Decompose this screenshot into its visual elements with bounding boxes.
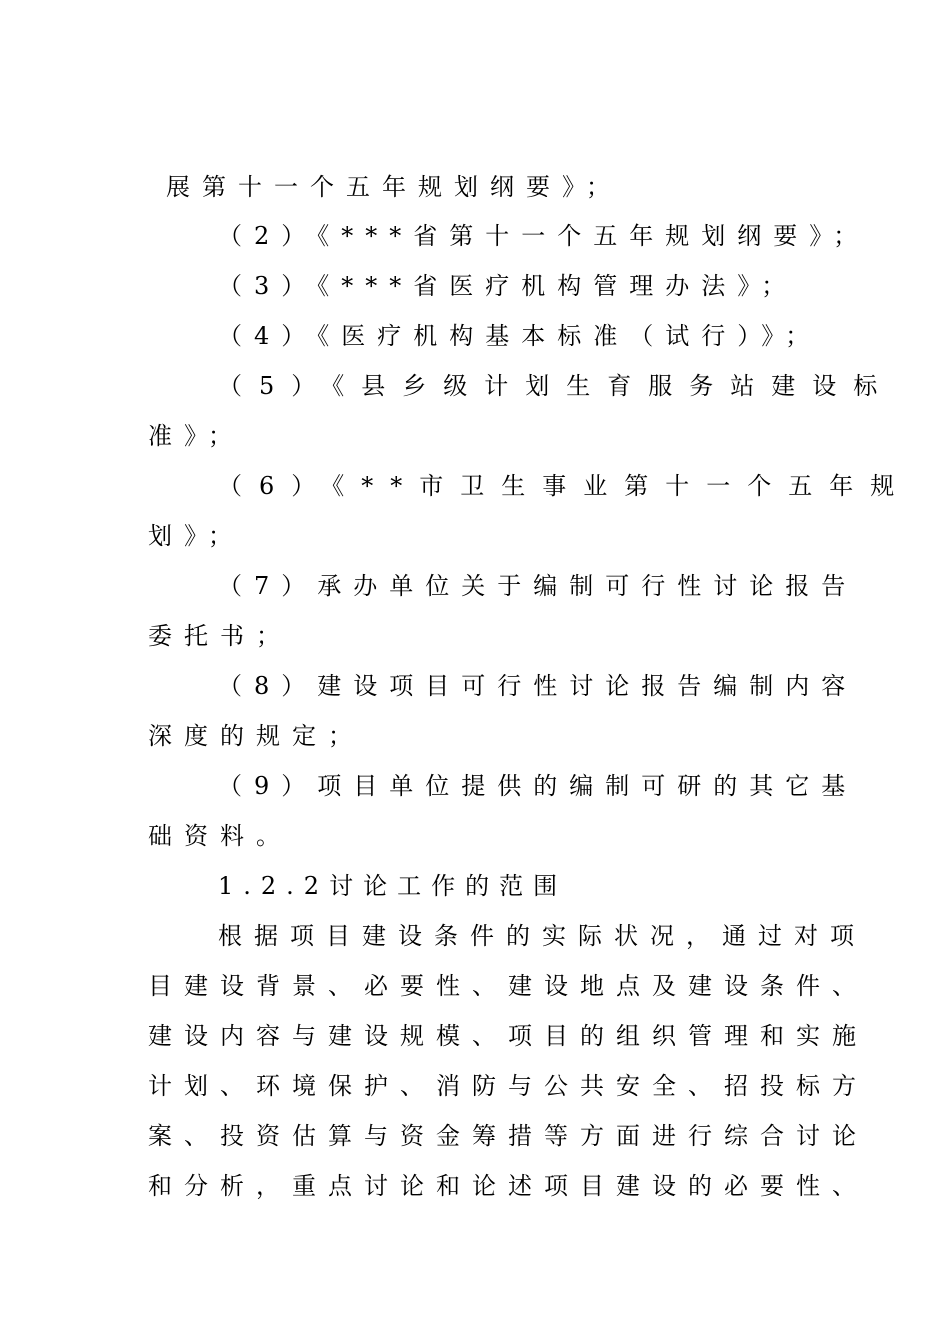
text-line: （3）《***省医疗机构管理办法》； (218, 272, 798, 300)
text-line: 划》； (148, 522, 244, 550)
text-line: （9）项目单位提供的编制可研的其它基 (218, 772, 858, 800)
text-line: 展第十一个五年规划纲要》； (166, 173, 622, 201)
text-line: （8）建设项目可行性讨论报告编制内容 (218, 672, 858, 700)
text-line: 委托书； (148, 622, 292, 650)
text-line: （2）《***省第十一个五年规划纲要》； (218, 222, 870, 250)
text-line: 深度的规定； (148, 722, 364, 750)
text-line: （4）《医疗机构基本标准（试行）》； (218, 322, 822, 350)
text-line: （7）承办单位关于编制可行性讨论报告 (218, 572, 858, 600)
text-line: （5）《县乡级计划生育服务站建设标 (218, 372, 895, 400)
text-line: 案、投资估算与资金筹措等方面进行综合讨论 (148, 1122, 868, 1150)
text-line: 建设内容与建设规模、项目的组织管理和实施 (148, 1022, 868, 1050)
text-line: （6）《**市卫生事业第十一个五年规 (218, 472, 912, 500)
section-heading: 1.2.2讨论工作的范围 (218, 872, 568, 900)
text-line: 计划、环境保护、消防与公共安全、招投标方 (148, 1072, 868, 1100)
text-line: 准》； (148, 422, 244, 450)
text-line: 根据项目建设条件的实际状况，通过对项 (218, 922, 866, 950)
text-line: 目建设背景、必要性、建设地点及建设条件、 (148, 972, 868, 1000)
text-line: 础资料。 (148, 822, 292, 850)
text-line: 和分析，重点讨论和论述项目建设的必要性、 (148, 1172, 868, 1200)
